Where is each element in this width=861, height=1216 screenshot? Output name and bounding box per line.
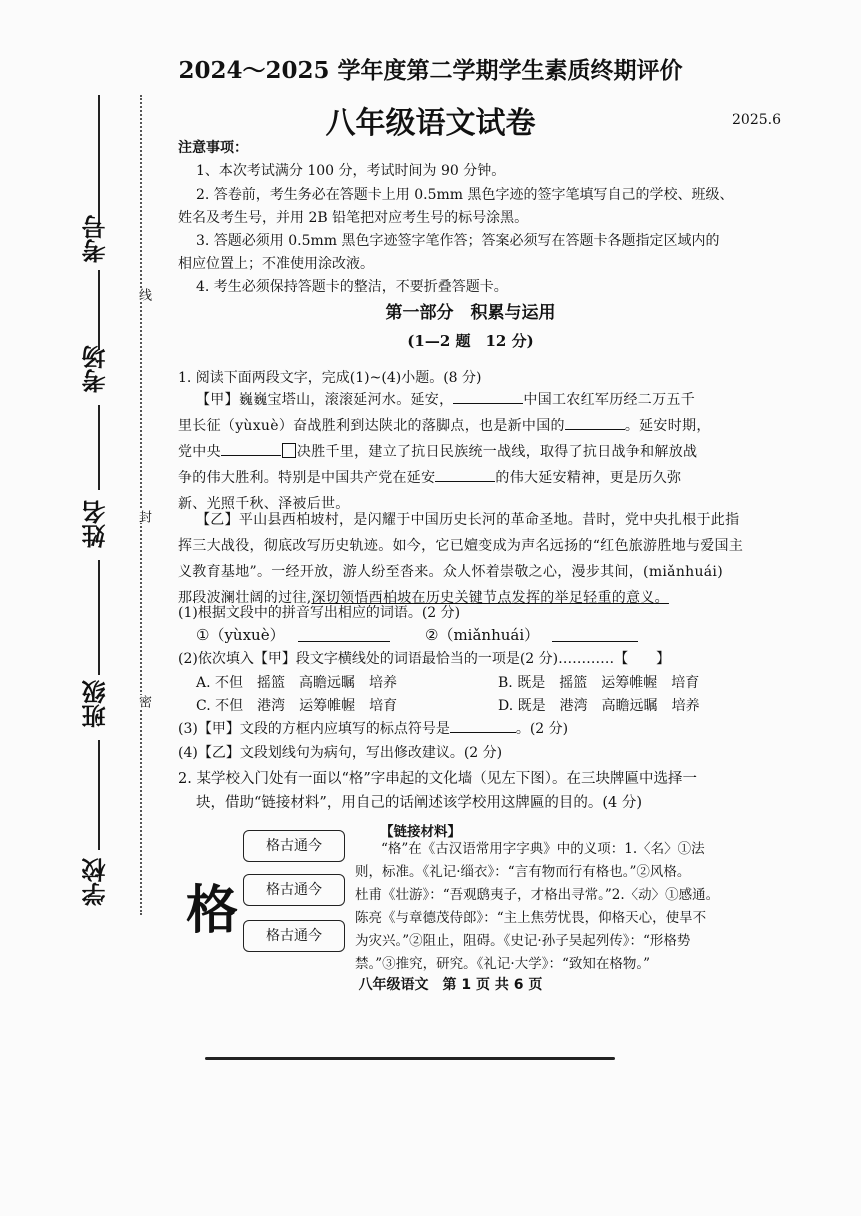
option-d-w1: 港湾 — [559, 698, 588, 714]
jia-blank-3[interactable] — [221, 441, 281, 456]
passage-yi — [178, 507, 778, 611]
notice-item-3: 3. 答题必须用 0.5mm 黑色字迹签字笔作答；答案必须写在答题卡各题指定区域内的 — [196, 233, 720, 249]
option-a-w1: 摇篮 — [257, 675, 286, 691]
main-title: 2024～2025 学年度第二学期学生素质终期评价 — [178, 57, 683, 84]
jia-blank-4[interactable] — [435, 467, 495, 482]
name-line — [98, 405, 100, 490]
school-line — [98, 740, 100, 850]
jia-line5: 新、光照千秋、泽被后世。 — [178, 496, 350, 512]
option-d-w2: 高瞻远瞩 — [601, 698, 658, 714]
option-d-w3: 培养 — [671, 698, 700, 714]
jia-blank-2[interactable] — [565, 415, 625, 430]
q1-stem: 1. 阅读下面两段文字，完成(1)~(4)小题。(8 分) — [178, 370, 482, 386]
link-line-1: “格”在《古汉语常用字字典》中的义项：1.〈名〉①法 — [381, 841, 705, 857]
option-b-w3: 培育 — [671, 675, 700, 691]
q1-sub3 — [178, 718, 568, 738]
yi-line3: 义教育基地”。一经开放，游人纷至沓来。众人怀着崇敬之心，漫步其间，(miǎnhuái) — [178, 564, 723, 580]
q1-sub3-score: 。(2 分) — [515, 721, 569, 737]
class-line — [98, 560, 100, 675]
section-range: (1—2 题 12 分) — [407, 332, 534, 350]
plaque-3[interactable]: 格古通今 — [243, 920, 345, 952]
plaque-1[interactable]: 格古通今 — [243, 830, 345, 862]
yi-line4-a: 那段波澜壮阔的过往, — [178, 590, 312, 606]
notice-heading: 注意事项： — [178, 140, 248, 156]
notice-item-4: 4. 考生必须保持答题卡的整洁，不要折叠答题卡。 — [196, 279, 508, 295]
q2-stem-line1: 2. 某学校入门处有一面以“格”字串起的文化墙（见左下图）。在三块牌匾中选择一 — [178, 771, 698, 787]
option-c-w1: 港湾 — [257, 698, 286, 714]
yi-line2: 挥三大战役，彻底改写历史轨迹。如今，它已嬗变成为声名远扬的“红色旅游胜地与爱国主 — [178, 538, 744, 554]
q1-sub4: (4)【乙】文段划线句为病句，写出修改建议。(2 分) — [178, 745, 503, 761]
q1-sub1: (1)根据文段中的拼音写出相应的词语。(2 分) — [178, 605, 461, 621]
option-b-w1: 摇篮 — [559, 675, 588, 691]
seal-char-feng: 封 — [136, 510, 151, 523]
jia-line3-a: 党中央 — [178, 444, 221, 460]
option-a-key: A. 不但 — [196, 675, 244, 691]
option-b-key: B. 既是 — [498, 675, 546, 691]
exam-room-label: 考场 — [82, 345, 110, 393]
q1-sub1-b-blank[interactable] — [552, 624, 638, 642]
option-a[interactable] — [196, 672, 397, 692]
notice-item-2-cont: 姓名及考生号，并用 2B 铅笔把对应考生号的标号涂黑。 — [178, 210, 529, 226]
bottom-rule — [205, 1057, 615, 1060]
plaque-2[interactable]: 格古通今 — [243, 874, 345, 906]
option-b[interactable] — [498, 672, 699, 692]
option-c-key: C. 不但 — [196, 698, 244, 714]
option-b-w2: 运筹帷幄 — [601, 675, 658, 691]
link-line-5: 为灾兴。”②阻止，阻碍。《史记·孙子吴起列传》：“形格势 — [355, 933, 691, 949]
punctuation-box[interactable] — [282, 443, 296, 458]
q1-sub2: (2)依次填入【甲】段文字横线处的词语最恰当的一项是(2 分)…………【 】 — [178, 651, 671, 667]
seal-dotted-line — [140, 95, 142, 915]
q1-sub3-blank[interactable] — [450, 718, 516, 733]
q1-sub1-b-label: ②（miǎnhuái） — [425, 626, 540, 644]
seal-char-xian: 线 — [136, 288, 151, 301]
class-label: 班级 — [82, 680, 110, 728]
jia-line2-a: 里长征（yùxuè）奋战胜利到达陕北的落脚点，也是新中国的 — [178, 418, 565, 434]
option-a-w3: 培养 — [369, 675, 398, 691]
passage-jia — [178, 387, 778, 517]
paper-subtitle: 八年级语文试卷 — [325, 106, 536, 141]
jia-line4-a: 争的伟大胜利。特别是中国共产党在延安 — [178, 470, 436, 486]
option-c-w3: 培育 — [369, 698, 398, 714]
school-label: 学校 — [82, 858, 110, 906]
jia-line2-b: 。延安时期， — [624, 418, 711, 434]
option-d[interactable] — [498, 695, 700, 715]
section-title: 第一部分 积累与运用 — [385, 303, 556, 323]
exam-date: 2025.6 — [732, 112, 781, 128]
q2-stem-line2: 块，借助“链接材料”，用自己的话阐述该学校用这牌匾的目的。(4 分) — [196, 795, 642, 811]
page-footer: 八年级语文 第 1 页 共 6 页 — [358, 977, 543, 993]
option-c-w2: 运筹帷幄 — [299, 698, 356, 714]
link-line-2: 则，标准。《礼记·缁衣》：“言有物而行有格也。”②风格。 — [355, 864, 691, 880]
jia-line1-a: 【甲】巍巍宝塔山，滚滚延河水。延安， — [196, 392, 454, 408]
seal-char-mi: 密 — [136, 695, 151, 708]
notice-item-3-cont: 相应位置上；不准使用涂改液。 — [178, 256, 374, 272]
link-material-title: 【链接材料】 — [380, 824, 461, 840]
option-c[interactable] — [196, 695, 397, 715]
link-material-body — [355, 838, 785, 976]
notice-item-2: 2. 答卷前，考生务必在答题卡上用 0.5mm 黑色字迹的签字笔填写自己的学校、班级、 — [196, 187, 734, 203]
q1-sub3-text: (3)【甲】文段的方框内应填写的标点符号是 — [178, 721, 450, 737]
yi-line1: 【乙】平山县西柏坡村，是闪耀于中国历史长河的革命圣地。昔时，党中央扎根于此指 — [196, 512, 740, 528]
name-label: 姓名 — [82, 500, 110, 548]
jia-line1-b: 中国工农红军历经二万五千 — [523, 392, 696, 408]
exam-number-label: 考号 — [82, 215, 110, 263]
jia-blank-1[interactable] — [453, 389, 523, 404]
jia-line3-b: 决胜千里，建立了抗日民族统一战线，取得了抗日战争和解放战 — [296, 444, 698, 460]
link-line-4: 陈亮《与章德茂侍郎》：“主上焦劳忧畏，仰格天心，使旱不 — [355, 910, 707, 926]
jia-line4-b: 的伟大延安精神，更是历久弥 — [495, 470, 682, 486]
q1-sub1-a-label: ①（yùxuè） — [196, 626, 285, 644]
notice-item-1: 1、本次考试满分 100 分，考试时间为 90 分钟。 — [196, 163, 506, 179]
big-character-ge: 格 — [186, 881, 239, 941]
link-line-6: 禁。”③推究，研究。《礼记·大学》：“致知在格物。” — [355, 956, 650, 972]
link-line-3: 杜甫《壮游》：“吾观鸱夷子，才格出寻常。”2.〈动〉①感通。 — [355, 887, 720, 903]
yi-underlined-sentence: 深切领悟西柏坡在历史关键节点发挥的举足轻重的意义。 — [311, 590, 669, 606]
q1-sub1-a-blank[interactable] — [298, 624, 390, 642]
option-a-w2: 高瞻远瞩 — [299, 675, 356, 691]
option-d-key: D. 既是 — [498, 698, 546, 714]
